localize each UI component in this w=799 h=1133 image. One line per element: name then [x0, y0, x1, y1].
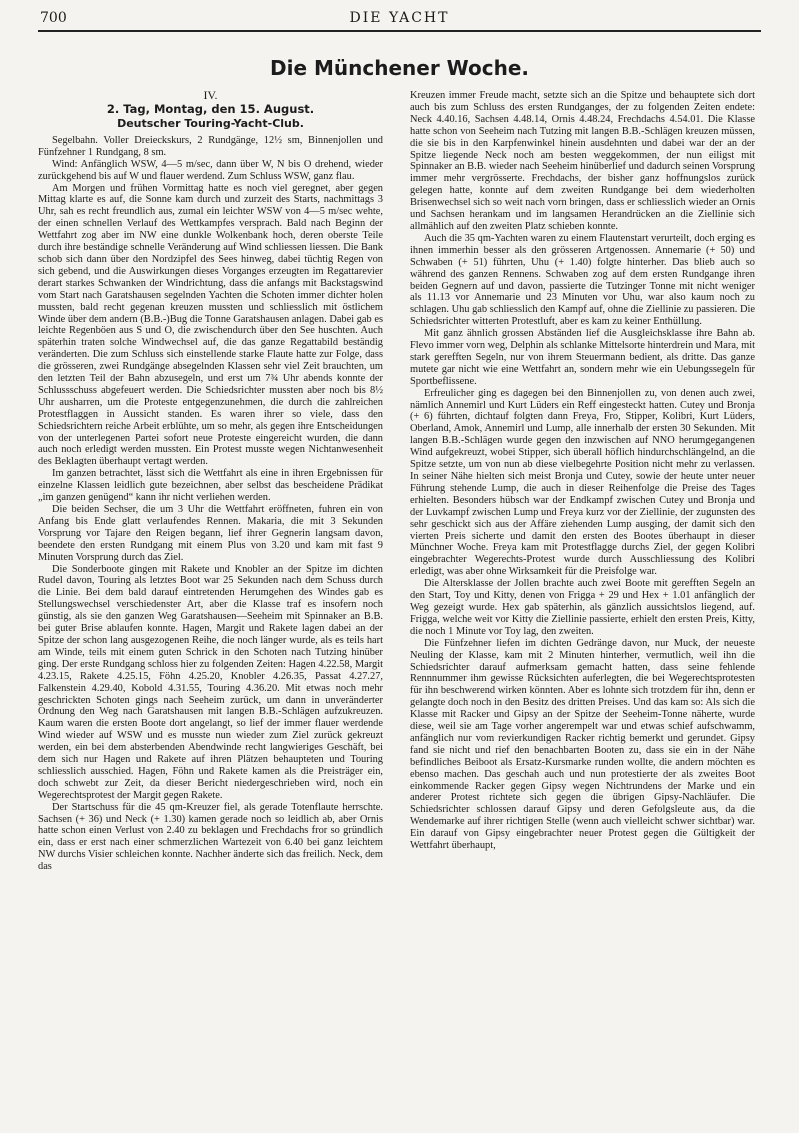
running-title: DIE YACHT: [349, 10, 450, 26]
day-heading: 2. Tag, Montag, den 15. August.: [106, 101, 315, 116]
paragraph: Die Altersklasse der Jollen brachte auch zwei Boote mit gerefften Segeln an den Start, Toy und Kitty, denen von Frigga + 29 und Hex + 1.01 anfänglich der Weg gezeigt wurde. Hex gab späterhin, als gänzlich aussichtslos liegend, auf. Frigga, welche weit vor Kitty die Ziellinie passierte, erhielt den ersten Preis, Kitty, die noch 1 Minute vor Toy lag, den zweiten.: [410, 578, 755, 637]
paragraph: Die beiden Sechser, die um 3 Uhr die Wettfahrt eröffneten, fuhren ein von Anfang bis Ende glatt verlaufendes Rennen. Makaria, die mit 3 Sekunden Vorsprung vor Tajare den Reigen begann, lief ihrer Gegnerin langsam davon, beendete den ersten Rundgang mit einem Plus von 3.20 und kam mit fast 9 Minuten Vorsprung durch das Ziel.: [38, 504, 383, 563]
paragraph: Im ganzen betrachtet, lässt sich die Wettfahrt als eine in ihren Ergebnissen für einzelne Klassen leidlich gute bezeichnen, aber selbst das bescheidene Prädikat „im ganzen genügend“ kann ihr nicht verliehen werden.: [38, 468, 383, 504]
paragraph: Am Morgen und frühen Vormittag hatte es noch viel geregnet, aber gegen Mittag klarte es auf, die Sonne kam durch und zurzeit des Starts, nachmittags 3 Uhr, sah es recht freundlich aus, zumal ein leichter WSW von 4—5 m/sec wehte, der einen schnellen Verlauf des Wettkampfes versprach. Bald nach Beginn der Wettfahrt zog aber im NW eine dunkle Wolkenbank hoch, deren oberste Teile durch ihre beständige schnelle Veränderung auf Wind schliessen liessen. Die Bank schob sich dann über den Nordzipfel des Sees hinweg, dabei tüchtig Regen von sich gebend, und die Auswirkungen dieses Vorganges erzeugten im Regattarevier derart starkes Schwanken der Windrichtung, dass die anfangs mit Backstagswind vom Start nach Garatshausen segelnden Yachten die Schoten immer dichter holen mussten, bald recht gegenan kreuzen mussten und schliesslich mit östlichem Winde über dem andern (B.B.-)Bug die Tonne Garatshausen anlagen. Dabei gab es leichte Regenböen aus S und O, die zwischendurch über den See huschten. Auch späterhin traten solche Windwechsel auf, die das ganze Regattabild beständig veränderten. Die zum Schluss sich einstellende starke Flaute hatte zur Folge, dass die grösseren, zwei Rundgänge absegelnden Klassen sehr viel Zeit brauchten, um den letzten Teil der Bahn abzusegeln, und erst um 7¾ Uhr abends konnte der Schlussschuss abgefeuert werden. Die Schiedsrichter mussten aber noch bis 8½ Uhr ausharren, um die Proteste entgegenzunehmen, die durch die zahlreichen Protestflaggen in Aussicht standen. Es waren ihrer so viele, dass den Schiedsrichtern reiche Arbeit erblühte, um so mehr, als gegen ihre Entscheidungen von der unterlegenen Partei sofort neue Proteste eingereicht wurden, die dann auch noch erledigt werden mussten. Ein Protest musste wegen Nichtanwesenheit des Beklagten überhaupt vertagt werden.: [38, 182, 383, 468]
paragraph: Der Startschuss für die 45 qm-Kreuzer fiel, als gerade Totenflaute herrschte. Sachsen (+ 36) und Neck (+ 1.30) kamen gerade noch so leidlich ab, aber Ornis hatte schon einen Verlust von 2.40 zu beklagen und Frechdachs fror so gründlich ein, dass er erst nach einer schmerzlichen Wartezeit von 6.40 bei ganz leichtem NW durchs Visier schleichen konnte. Nachher änderte sich das freilich. Neck, dem das: [38, 801, 383, 873]
paragraph: Die Fünfzehner liefen im dichten Gedränge davon, nur Muck, der neueste Neuling der Klasse, kam mit 2 Minuten hinterher, vermutlich, weil ihn die Schiedsrichter darauf aufmerksam gemacht hatten, dass seine fehlende Rennnummer ihm gewisse Rücksichten auferlegten, die bei Wegerechtsprotesten für ihn beschwerend wirken könnten. Aber es lohnte sich trotzdem für ihn, denn er gelangte doch noch in den Besitz des dritten Preises. Und das kam so: Als sich die Klasse mit Racker und Gipsy an der Spitze der Seeheim-Tonne näherte, wurde diese, weil sie am Tage vorher angerempelt war und etwas schief aufschwamm, anfänglich nur vom revierkundigen Racker richtig bemerkt und gerundet. Gipsy fand sie nicht und rief den benachbarten Booten zu, dass sie ein in der Nähe befindliches Beiboot als Ersatz-Kursmarke runden wollte, die andern möchten es ebenso machen. Das geschah auch und nun protestierte der als zweites Boot einkommende Racker gegen Gipsy wegen Nichtrundens der Marke und ein anderer Protest richtete sich gegen die übrigen Gipsy-Nachläufer. Die Schiedsrichter schlossen darauf Gipsy und deren Gefolgsleute aus, da die Wendemarke auf ihrer richtigen Stelle (wenn auch vielleicht schwer sichtbar) war. Ein darauf von Gipsy eingebrachter neuer Protest gegen die Gültigkeit der Wettfahrt überhaupt,: [410, 637, 755, 852]
paragraph: Wind: Anfänglich WSW, 4—5 m/sec, dann über W, N bis O drehend, wieder zurückgehend bis auf W und flauer werdend. Zum Schluss WSW, ganz flau.: [38, 158, 383, 182]
club-heading: Deutscher Touring-Yacht-Club.: [117, 116, 304, 130]
left-column: [38, 90, 383, 873]
paragraph: Mit ganz ähnlich grossen Abständen lief die Ausgleichsklasse ihre Bahn ab. Flevo immer vorn weg, Delphin als schlanke Mittelsorte hinterdrein und Mara, mit stark gerefften Segeln, nur von ihrem Steuermann bedient, als dritte. Das ganze mutete gar nicht wie eine Wettfahrt an, sondern mehr wie ein Uebungssegeln für Sportbeflissene.: [410, 328, 755, 387]
header-rule: [38, 30, 761, 32]
page-number: 700: [40, 10, 67, 26]
paragraph: Erfreulicher ging es dagegen bei den Binnenjollen zu, von denen auch zwei, nämlich Annemirl und Kurt Lüders ein Reff eingesteckt hatten. Cutey und Bronja (+ 6) führten, dichtauf folgten dann Freya, Fro, Stipper, Kolibri, Kurt Lüders, Oberland, Amok, Annemirl und Lump, alle innerhalb der ersten 30 Sekunden. Mit langen B.B.-Schlägen wurde gegen den inzwischen auf NNO herumgegangenen Wind aufgekreuzt, wobei Stipper, sich überall höflich hindurchschlängelnd, an die Spitze setzte, um von nun ab diese vielbegehrte Position nicht mehr zu verlassen. In seiner Nähe hielten sich meist Bronja und Cutey, sowie der heute unter neuer Führung stehende Lump, die auch in dieser Reihenfolge die Preise des Tages erhielten. Besonders hübsch war der Endkampf zwischen Cutey und Bronja und der Luvkampf zwischen Lump und Freya kurz vor der Ziellinie, der zugunsten des sehr geschickt sich aus der Affäre ziehenden Lump ausging, der damit sich den vierten Preis sicherte und damit den ersten des Bootes überhaupt in dieser Münchner Woche. Freya kam mit Protestflagge durchs Ziel, der gegen Kolibri eingebrachter Wegerechts-Protest wurde durch Ausschliessung des Kolibri erledigt, was aber ohne Wirksamkeit für die Preisfolge war.: [410, 387, 755, 578]
paragraph: Segelbahn. Voller Dreieckskurs, 2 Rundgänge, 12½ sm, Binnenjollen und Fünfzehner 1 Rundgang, 8 sm.: [38, 134, 383, 158]
right-column: [410, 90, 755, 852]
paragraph-continued: Kreuzen immer Freude macht, setzte sich an die Spitze und behauptete sich dort auch bis zum Schluss des ersten Rundganges, der zu folgenden Zeiten endete: Neck 4.40.16, Sachsen 4.48.14, Ornis 4.48.24, Frechdachs 4.54.01. Die Klasse hatte schon von Seeheim nach Tutzing mit langen B.B.-Schlägen kreuzen müssen, die sie bis in den Karpfenwinkel hinein ausdehnten und dabei war der an der Spitze liegende Neck noch am besten weggekommen, der nun eiligst mit Spinnaker an B.B. wieder nach Seeheim hinüberlief und dadurch seinen Vorsprung immer mehr vergrösserte. Frechdachs, der bisher ganz hoffnungslos zurück gelegen hatte, konnte auf dem zweiten Rundgange bei dem wiederholten Brisenwechsel sich so weit nach vorn bringen, dass er schliesslich wieder an Ornis und Sachsen herankam und im langsamen Herandrücken an die Ziellinie sich allmählich auf den zweiten Platz schieben konnte.: [410, 90, 755, 232]
paragraph: Auch die 35 qm-Yachten waren zu einem Flautenstart verurteilt, doch erging es ihnen immerhin besser als den grösseren Artgenossen. Annemarie (+ 50) und Schwaben (+ 51) führten, Uhu (+ 1.40) folgte hinterher. Das blieb auch so während des ganzen Rennens. Schwaben zog auf dem ersten Rundgange ihren beiden Gegnern auf und davon, passierte die Tutzinger Tonne mit nicht weniger als 11.13 vor Annemarie und 23 Minuten vor Uhu, war also kaum noch zu schlagen. Uhu gab schliesslich den Kampf auf, ohne die Ziellinie zu passieren. Die Schiedsrichter witterten Protestluft, aber es kam zu keiner Enthüllung.: [410, 232, 755, 328]
section-number: IV.: [203, 88, 218, 102]
paragraph: Die Sonderboote gingen mit Rakete und Knobler an der Spitze im dichten Rudel davon, Touring als letztes Boot war 25 Sekunden nach dem Schuss durch die Linie. Bei dem bald darauf eintretenden Herumgehen des Windes gab es Stellungswechsel verschiedenster Art, aber die Klasse traf es insofern noch günstig, als sie den ganzen Weg Garatshausen—Seeheim mit Spinnaker an B.B. bei guter Brise ablaufen konnte. Hagen, Margit und Rakete lagen dabei an der Spitze der schon lang ausgezogenen Reihe, die noch länger wurde, als es teils hart am Winde, teils mit einem guten Schrick in den Schoten nach Tutzing hinüber ging. Der erste Rundgang schloss hier zu folgenden Zeiten: Hagen 4.22.58, Margit 4.23.15, Rakete 4.25.15, Föhn 4.25.20, Knobler 4.26.35, Passat 4.27.27, Falkenstein 4.29.40, Kobold 4.31.55, Touring 4.36.20. Mit etwas noch mehr geschrickten Schoten gings nach Seeheim zurück, um dann in unveränderter Ordnung den Weg nach Garatshausen mit langen B.B.-Schlägen aufzukreuzen. Kaum waren die ersten Boote dort angelangt, so lief der immer flauer werdende Wind wieder auf WSW und es musste nun wieder zum Ziel zurück gekreuzt werden, ein bei dem absterbenden Abendwinde recht langwieriges Geschäft, bei dem sich nur Hagen und Rakete auf ihren Plätzen behaupteten und Touring schliesslich ausschied. Hagen, Föhn und Rakete kamen als die Preisträger ein, doch schwebt zur Zeit, da dieser Bericht niedergeschrieben wird, noch ein Wegerechtsprotest der Margit gegen Rakete.: [38, 563, 383, 801]
article-title: Die Münchener Woche.: [270, 56, 529, 80]
